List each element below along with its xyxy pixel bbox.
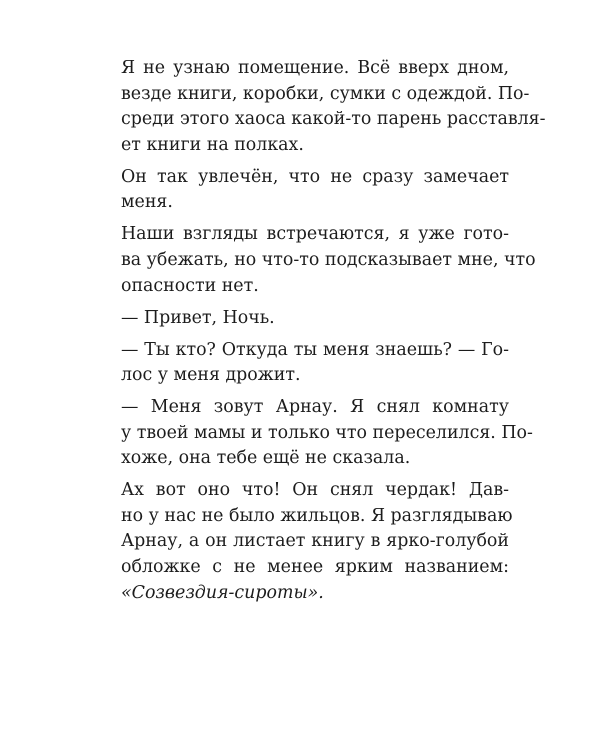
text-line: Он так увлечён, что не сразу замечает: [121, 166, 509, 187]
text-line: — Меня зовут Арнау. Я снял комнату: [121, 397, 509, 418]
text-line: везде книги, коробки, сумки с одеждой. По-: [121, 83, 530, 104]
paragraph-3: [92, 222, 536, 299]
book-title-italic: «Созвездия-сироты».: [121, 582, 324, 603]
text-line: ет книги на полках.: [121, 134, 304, 155]
text-line: Наши взгляды встречаются, я уже гото-: [121, 224, 509, 245]
text-line: — Привет, Ночь.: [121, 307, 275, 328]
text-line: хоже, она тебе ещё не сказала.: [121, 448, 411, 469]
text-line: — Ты кто? Откуда ты меня знаешь? — Го-: [121, 339, 509, 360]
paragraph-6: [92, 395, 533, 472]
text-line: меня.: [121, 192, 173, 213]
paragraph-5: [92, 338, 509, 389]
text-line: лос у меня дрожит.: [121, 365, 301, 386]
text-line: но у нас не было жильцов. Я разглядываю: [121, 505, 513, 526]
text-line: среди этого хаоса какой-то парень расставля-: [121, 109, 546, 130]
paragraph-4: [92, 306, 509, 332]
paragraph-2: [92, 165, 509, 216]
text-line: Я не узнаю помещение. Всё вверх дном,: [121, 58, 509, 78]
text-line: Ах вот оно что! Он снял чердак! Дав-: [121, 480, 509, 501]
text-line: у твоей мамы и только что переселился. По-: [121, 422, 533, 443]
text-line: опасности нет.: [121, 275, 259, 296]
text-line: Арнау, а он листает книгу в ярко-голубой: [121, 531, 509, 552]
text-line: ва убежать, но что-то подсказывает мне, что: [121, 249, 536, 270]
paragraph-1: [92, 56, 546, 158]
page-text: [92, 56, 546, 606]
text-line: обложке с не менее ярким названием:: [121, 557, 509, 578]
paragraph-7: [92, 478, 513, 606]
